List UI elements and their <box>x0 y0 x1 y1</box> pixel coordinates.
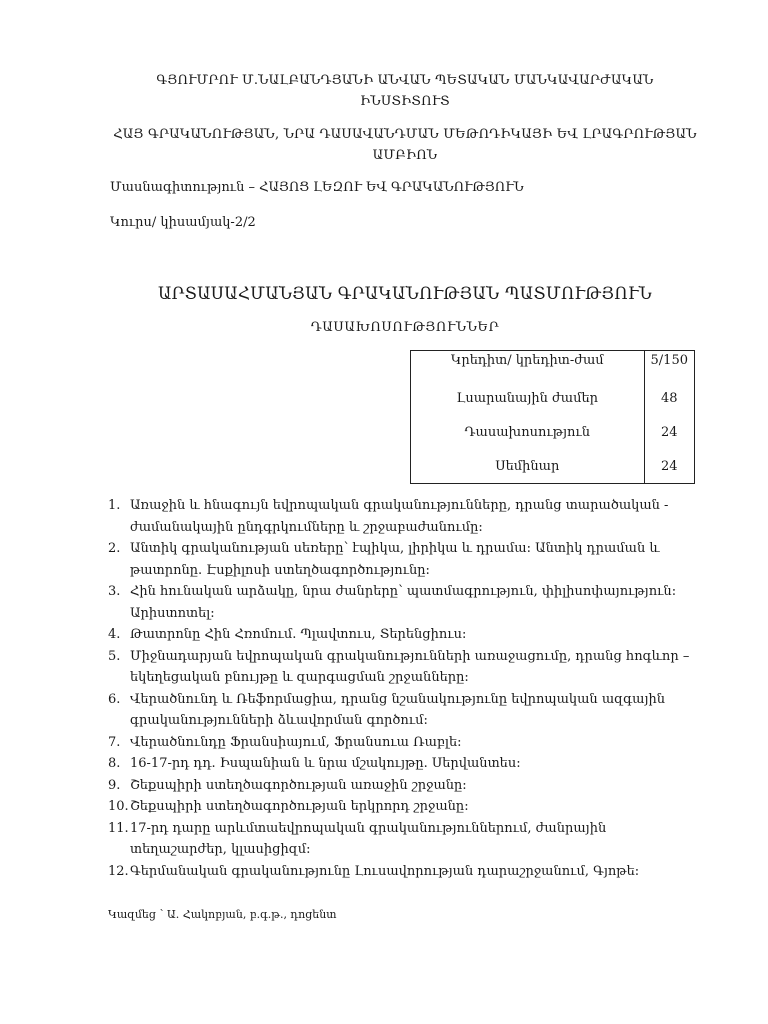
list-item-number: 1. <box>108 498 121 513</box>
chair-line-2: ԱՄԲԻՈՆ <box>372 148 438 163</box>
credits-row <box>411 415 695 449</box>
specialty-line: Մասնագիտություն – ՀԱՅՈՑ ԼԵԶՈՒ ԵՎ ԳՐԱԿԱՆՈՒԹՅՈՒՆ <box>110 180 524 195</box>
author-signature-line: Կազմեց ՝ Ա. Հակոբյան, բ.գ.թ., դոցենտ <box>108 908 337 921</box>
course-semester-line: Կուրս/ կիսամյակ-2/2 <box>110 215 256 230</box>
credits-row <box>411 449 695 484</box>
list-item-text-continued: գրականությունների ձևավորման գործում: <box>130 713 428 728</box>
list-item <box>108 775 708 797</box>
list-item-number: 7. <box>108 734 121 750</box>
list-item <box>108 538 708 581</box>
list-item <box>108 581 708 624</box>
credits-row-label: Լսարանային ժամեր <box>411 381 645 415</box>
chair-line-1: ՀԱՅ ԳՐԱԿԱՆՈՒԹՅԱՆ, ՆՐԱ ԴԱՍԱՎԱՆԴՄԱՆ ՄԵԹՈԴԻԿԱՅԻ ԵՎ ԼՐԱԳՐՈՒԹՅԱՆ <box>113 127 697 142</box>
list-item-number: 5. <box>108 648 121 664</box>
list-item <box>108 624 708 646</box>
list-item-text-continued: թատրոնը. Էսքիլոսի ստեղծագործությունը: <box>130 562 430 578</box>
list-item <box>108 753 708 775</box>
credits-row-label: Դասախոսություն <box>411 415 645 449</box>
chair-name <box>100 124 710 166</box>
list-item-text: 16-17-րդ դդ. Իսպանիան և նրա մշակույթը. Սերվանտես: <box>130 756 521 771</box>
list-item-number: 2. <box>108 541 121 556</box>
credits-row <box>411 351 695 382</box>
credits-row-label: Սեմինար <box>411 449 645 484</box>
list-item-text-continued: եկեղեցական բնույթը և զարգացման շրջանները: <box>130 670 469 685</box>
credits-row-value: 24 <box>644 449 694 484</box>
lectures-heading: ԴԱՍԱԽՈՍՈՒԹՅՈՒՆՆԵՐ <box>310 320 500 335</box>
list-item-text: Առաջին և հնագույն եվրոպական գրականությունները, դրանց տարածական - <box>130 498 669 513</box>
topics-list <box>108 495 708 882</box>
list-item-text: 17-րդ դարը արևմտաեվրոպական գրականություններում, ժանրային <box>130 820 607 836</box>
credits-row-value: 48 <box>644 381 694 415</box>
list-item <box>108 796 708 818</box>
list-item-text: Վերածնունդը Ֆրանսիայում, Ֆրանսուա Ռաբլե: <box>130 734 462 750</box>
list-item-text: Թատրոնը Հին Հռոմում. Պլավտուս, Տերենցիուս: <box>130 627 467 642</box>
list-item-text: Շեքսպիրի ստեղծագործության առաջին շրջանը: <box>130 777 467 793</box>
list-item-text-continued: տեղաշարժեր, կլասիցիզմ: <box>130 842 311 857</box>
list-item-number: 10. <box>108 799 129 814</box>
list-item-number: 12. <box>108 863 129 879</box>
credits-row-label: Կրեդիտ/ կրեդիտ-ժամ <box>411 351 645 382</box>
list-item-text-continued: Արիստոտել: <box>130 605 215 621</box>
institute-line-1: ԳՅՈՒՄՐՈՒ Մ.ՆԱԼԲԱՆԴՅԱՆԻ ԱՆՎԱՆ ՊԵՏԱԿԱՆ ՄԱՆԿԱՎԱՐԺԱԿԱՆ <box>156 73 654 88</box>
list-item-number: 11. <box>108 820 129 836</box>
credits-row-value: 5/150 <box>644 351 694 382</box>
list-item-number: 4. <box>108 627 121 642</box>
list-item-number: 9. <box>108 777 121 793</box>
list-item-number: 8. <box>108 756 121 771</box>
list-item-text-continued: ժամանակային ընդգրկումները և շրջաբաժանումը: <box>130 519 483 535</box>
list-item-text: Գերմանական գրականությունը Լուսավորության դարաշրջանում, Գյոթե: <box>130 863 640 879</box>
credits-row-value: 24 <box>644 415 694 449</box>
list-item-text: Անտիկ գրականության սեռերը՝ էպիկա, լիրիկա և դրամա: Անտիկ դրաման և <box>130 541 660 556</box>
credits-row <box>411 381 695 415</box>
institute-name <box>100 70 710 112</box>
credits-table <box>410 350 695 484</box>
list-item-number: 6. <box>108 691 121 707</box>
list-item-number: 3. <box>108 584 121 599</box>
list-item-text: Միջնադարյան եվրոպական գրականությունների առաջացումը, դրանց հոգևոր – <box>130 648 690 664</box>
list-item <box>108 818 708 861</box>
list-item-text: Հին հունական արձակը, նրա ժանրերը՝ պատմագրություն, փիլիսոփայություն: <box>130 584 677 599</box>
course-title: ԱՐՏԱՍԱՀՄԱՆՅԱՆ ԳՐԱԿԱՆՈՒԹՅԱՆ ՊԱՏՄՈՒԹՅՈՒՆ <box>158 284 652 303</box>
list-item <box>108 689 708 732</box>
list-item-text: Վերածնունդ և Ռեֆորմացիա, դրանց նշանակությունը եվրոպական ազգային <box>130 691 666 707</box>
list-item <box>108 495 708 538</box>
institute-line-2: ԻՆՍՏԻՏՈՒՏ <box>360 94 450 109</box>
list-item <box>108 732 708 754</box>
list-item <box>108 646 708 689</box>
list-item <box>108 861 708 883</box>
list-item-text: Շեքսպիրի ստեղծագործության երկրորդ շրջանը: <box>130 799 469 814</box>
